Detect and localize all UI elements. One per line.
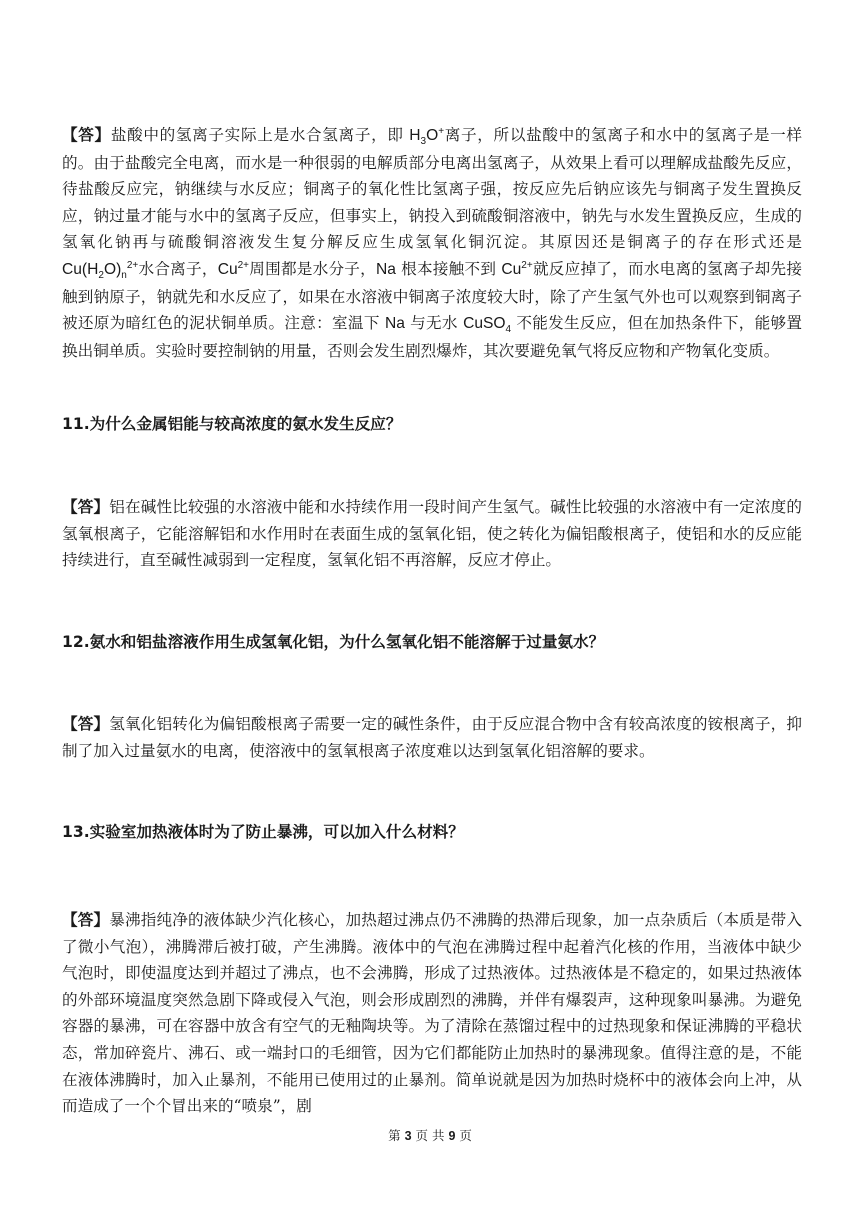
answer-tag: 【答】 (62, 910, 110, 929)
answer-tag: 【答】 (62, 714, 110, 733)
question-13: 13.实验室加热液体时为了防止暴沸，可以加入什么材料？ (62, 823, 464, 841)
answer-12: 【答】氢氧化铝转化为偏铝酸根离子需要一定的碱性条件，由于反应混合物中含有较高浓度的铵根离子，抑制了加入过量氨水的电离，使溶液中的氢氧根离子浓度难以达到氢氧化铝溶解的要求。 (62, 714, 802, 760)
formula-cu2-b: $Cu^{2+}$ (501, 259, 533, 278)
total-pages: 9 (448, 1129, 456, 1143)
answer-13: 【答】暴沸指纯净的液体缺少汽化核心，加热超过沸点仍不沸腾的热滞后现象，加一点杂质后（本质是带入了微小气泡），沸腾滞后被打破，产生沸腾。液体中的气泡在沸腾过程中起着汽化核的作用，当液体中缺少气泡时，即使温度达到并超过了沸点，也不会沸腾，形成了过热液体。过热液体是不稳定的，如果过热液体的外部环境温度突然急剧下降或侵入气泡，则会形成剧烈的沸腾，并伴有爆裂声，这种现象叫暴沸。为避免容器的暴沸，可在容器中放含有空气的无釉陶块等。为了清除在蒸馏过程中的过热现象和保证沸腾的平稳状态，常加碎瓷片、沸石、或一端封口的毛细管，因为它们都能防止加热时的暴沸现象。值得注意的是，不能在液体沸腾时，加入止暴剂，不能用已使用过的止暴剂。简单说就是因为加热时烧杯中的液体会向上冲，从而造成了一个个冒出来的“喷泉”，剧 (62, 910, 802, 1116)
current-page-number: 3 (404, 1129, 412, 1143)
question-12: 12.氨水和铝盐溶液作用生成氢氧化铝，为什么氢氧化铝不能溶解于过量氨水？ (62, 633, 605, 651)
formula-h3o: $H_3O^+$ (409, 125, 445, 148)
page-footer: 第 3 页 共 9 页 (388, 1128, 472, 1143)
answer-10: 【答】盐酸中的氢离子实际上是水合氢离子，即 $H_3O^+$离子，所以盐酸中的氢离子和水中的氢离子是一样的。由于盐酸完全电离，而水是一种很弱的电解质部分电离出氢离子，从效果上看可以理解成盐酸先反应，待盐酸反应完，钠继续与水反应；铜离子的氧化性比氢离子强，按反应先后钠应该先与铜离子发生置换反应，钠过量才能与水中的氢离子反应，但事实上，钠投入到硫酸铜溶液中，钠先与水发生置换反应，生成的氢氧化钠再与硫酸铜溶液发生复分解反应生成氢氧化铜沉淀。其原因还是铜离子的存在形式还是 $Cu(H_2O)_n^{2+}$水合离子，$Cu^{2+}$周围都是水分子，Na 根本接触不到 $Cu^{2+}$就反应掉了，而水电离的氢离子却先接触到钠原子，钠就先和水反应了，如果在水溶液中铜离子浓度较大时，除了产生氢气外也可以观察到铜离子被还原为暗红色的泥状铜单质。注意：室温下 Na 与无水 CuSO$_4$ 不能发生反应，但在加热条件下，能够置换出铜单质。实验时要控制钠的用量，否则会发生剧烈爆炸，其次要避免氧气将反应物和产物氧化变质。 (62, 125, 802, 360)
question-11: 11.为什么金属铝能与较高浓度的氨水发生反应？ (62, 415, 402, 433)
formula-cuso4: CuSO$_4$ (463, 315, 512, 336)
formula-na: Na (375, 260, 396, 278)
formula-na-b: Na (384, 315, 405, 333)
formula-cu2: $Cu^{2+}$ (217, 259, 250, 278)
answer-tag: 【答】 (62, 497, 110, 516)
answer-tag: 【答】 (62, 125, 111, 144)
formula-cu-aqua: $Cu(H_2O)_n^{2+}$ (62, 259, 139, 282)
answer-11: 【答】铝在碱性比较强的水溶液中能和水持续作用一段时间产生氢气。碱性比较强的水溶液中有一定浓度的氢氧根离子，它能溶解铝和水作用时在表面生成的氢氧化铝，使之转化为偏铝酸根离子，使铝和水的反应能持续进行，直至碱性减弱到一定程度，氢氧化铝不再溶解，反应才停止。 (62, 497, 802, 570)
